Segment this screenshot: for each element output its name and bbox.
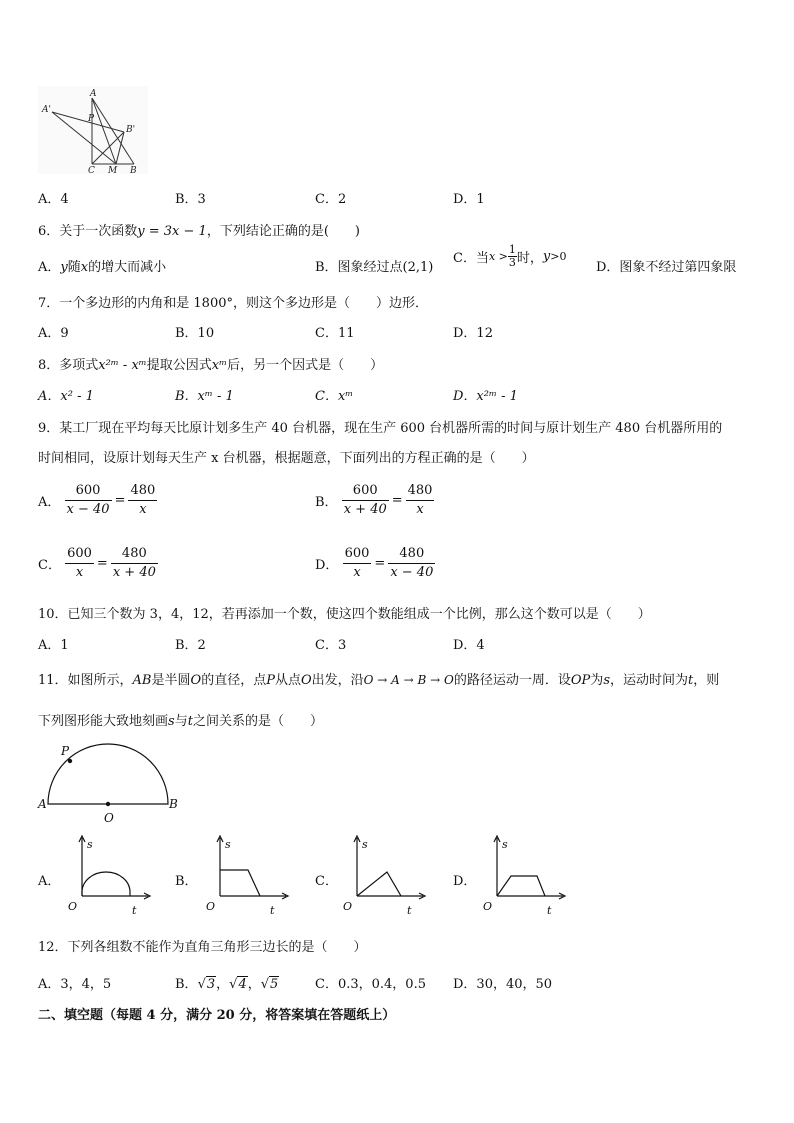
q5-figure xyxy=(38,86,148,174)
axis-t-label: t xyxy=(407,904,412,917)
denominator: x xyxy=(75,565,84,580)
q9-b-fraction-right xyxy=(406,482,435,519)
axis-s-label: s xyxy=(225,838,231,851)
denominator: x xyxy=(139,502,147,517)
denominator: x xyxy=(416,502,424,517)
q11-text: 从点 xyxy=(274,673,301,688)
q11-math-P: P xyxy=(266,673,275,688)
axis-s-label: s xyxy=(87,838,93,851)
q5-option-c[interactable]: C．2 xyxy=(315,192,347,207)
q12-option-d[interactable]: D．30，40，50 xyxy=(453,977,553,992)
q9-d-label: D． xyxy=(315,558,339,573)
q9-c-fraction-left xyxy=(65,545,94,582)
fig5-label-C: C xyxy=(88,166,95,176)
q11-math-AB: AB xyxy=(132,673,152,688)
q11-math-t: t xyxy=(688,673,694,688)
denominator: x − 40 xyxy=(390,565,434,580)
q11-math-OP: OP xyxy=(570,673,591,688)
q11-math-s: s xyxy=(168,714,175,729)
q11-text: 之间关系的是（ ） xyxy=(192,714,323,729)
fig5-label-A1: A' xyxy=(42,105,51,115)
q11-text: 为 xyxy=(590,673,604,688)
q9-a-fraction-right xyxy=(128,482,157,519)
q6-c-tail: >0 xyxy=(550,250,567,263)
q8-factor: xᵐ xyxy=(211,358,228,373)
q7-option-b[interactable]: B．10 xyxy=(175,326,215,341)
q11-text: 的路径运动一周．设 xyxy=(453,673,571,688)
q6-option-a[interactable] xyxy=(38,256,166,275)
q9-stem-line1: 9．某工厂现在平均每天比原计划多生产 40 台机器，现在生产 600 台机器所需的时间与原计划生产 480 台机器所用的 xyxy=(38,421,723,436)
q7-option-a[interactable]: A．9 xyxy=(38,326,69,341)
q12-stem: 12．下列各组数不能作为直角三角形三边长的是（ ） xyxy=(38,940,367,955)
q9-stem-line2: 时间相同，设原计划每天生产 x 台机器，根据题意，下面列出的方程正确的是（ ） xyxy=(38,451,535,466)
q11-text: 11．如图所示， xyxy=(38,673,133,688)
q11-text: ，则 xyxy=(693,673,720,688)
numerator: 480 xyxy=(388,545,435,564)
q9-d-fraction-right xyxy=(388,545,435,582)
q12-b-sqrt-1 xyxy=(198,977,217,992)
q8-option-a[interactable]: A．x² - 1 xyxy=(38,389,94,404)
q7-option-d[interactable]: D．12 xyxy=(453,326,493,341)
q9-b-label: B． xyxy=(315,495,338,510)
q10-option-d[interactable]: D．4 xyxy=(453,638,485,653)
comma: ， xyxy=(247,977,261,992)
fig5-label-B1: B' xyxy=(126,125,136,135)
q8-stem xyxy=(38,354,383,373)
q12-b-sqrt-3 xyxy=(261,977,280,992)
q11-stem-line1 xyxy=(38,669,719,688)
q11-option-c-label[interactable]: C． xyxy=(315,874,338,889)
q11-text: 与 xyxy=(174,714,188,729)
q6-a-y: y xyxy=(60,260,68,275)
q9-c-fraction-right xyxy=(111,545,158,582)
fig5-label-M: M xyxy=(108,166,118,176)
q10-option-c[interactable]: C．3 xyxy=(315,638,347,653)
axis-s-label: s xyxy=(362,838,368,851)
radicand: 5 xyxy=(270,977,279,992)
q11-text: 的直径，点 xyxy=(201,673,267,688)
q10-option-b[interactable]: B．2 xyxy=(175,638,206,653)
q8-option-b[interactable]: B．xᵐ - 1 xyxy=(175,389,234,404)
q12-b-sqrt-2 xyxy=(229,977,248,992)
q12-option-c[interactable]: C．0.3，0.4，0.5 xyxy=(315,977,426,992)
axis-origin-label: O xyxy=(483,900,493,913)
q6-stem xyxy=(38,220,360,239)
axis-t-label: t xyxy=(547,904,552,917)
axis-origin-label: O xyxy=(206,900,216,913)
sqrt-sign: √ xyxy=(229,977,238,992)
q11-text: 出发，沿 xyxy=(311,673,364,688)
numerator: 600 xyxy=(65,545,94,564)
denominator: x xyxy=(353,565,361,580)
q11-graph-b[interactable] xyxy=(200,830,292,918)
q6-a-post: 的增大而减小 xyxy=(88,260,167,275)
q9-d-fraction-left xyxy=(343,545,372,582)
q11-option-d-label[interactable]: D． xyxy=(453,874,477,889)
q11-option-b-label[interactable]: B． xyxy=(175,874,198,889)
fig5-label-B: B xyxy=(130,166,137,176)
fig11-label-A: A xyxy=(38,797,47,811)
q9-b-fraction-left xyxy=(342,482,389,519)
q6-stem-prefix: 6．关于一次函数 xyxy=(38,224,138,239)
equals-sign: = xyxy=(96,556,108,571)
axis-t-label: t xyxy=(132,904,137,917)
denominator: x + 40 xyxy=(112,565,156,580)
q11-semicircle-figure xyxy=(36,740,186,824)
q6-a-label: A． xyxy=(38,260,61,275)
q6-c-post: 时， xyxy=(516,251,543,266)
q11-math-O: O xyxy=(190,673,202,688)
axis-t-label: t xyxy=(270,904,275,917)
fig11-label-B: B xyxy=(169,797,178,811)
q11-text: 是半圆 xyxy=(151,673,191,688)
denominator: x − 40 xyxy=(66,502,110,517)
q11-graph-c[interactable] xyxy=(337,830,429,918)
numerator: 480 xyxy=(406,482,435,501)
q6-a-x: x xyxy=(80,260,89,275)
q11-math-O: O xyxy=(300,673,312,688)
q8-stem-mid: 提取公因式 xyxy=(146,358,212,373)
equals-sign: = xyxy=(391,493,403,508)
q11-math-path: O → A → B → O xyxy=(363,673,454,687)
q6-function: y = 3x − 1 xyxy=(137,224,207,239)
q11-math-s: s xyxy=(603,673,610,688)
fig11-label-O: O xyxy=(104,811,114,825)
section-2-heading: 二、填空题（每题 4 分，满分 20 分，将答案填在答题纸上） xyxy=(38,1008,396,1023)
q6-c-label: C．当 xyxy=(453,251,489,266)
numerator: 600 xyxy=(65,482,112,501)
q6-stem-suffix: ，下列结论正确的是( ) xyxy=(206,224,360,239)
fig5-label-P: P xyxy=(88,114,95,124)
q7-option-c[interactable]: C．11 xyxy=(315,326,355,341)
fig5-label-A: A xyxy=(90,89,97,99)
q11-graph-a[interactable] xyxy=(62,830,154,918)
q11-text: 下列图形能大致地刻画 xyxy=(38,714,169,729)
q10-option-a[interactable]: A．1 xyxy=(38,638,69,653)
q9-a-label: A． xyxy=(38,495,61,510)
numerator: 480 xyxy=(111,545,158,564)
q11-stem-line2 xyxy=(38,710,323,729)
q9-option-b[interactable] xyxy=(315,482,434,519)
radicand: 3 xyxy=(206,977,216,992)
equals-sign: = xyxy=(374,556,386,571)
q11-text: ，运动时间为 xyxy=(609,673,688,688)
q6-c-denominator: 3 xyxy=(508,256,516,269)
q8-option-d[interactable]: D．x²ᵐ - 1 xyxy=(453,389,518,404)
equals-sign: = xyxy=(114,493,126,508)
q6-option-b[interactable]: B．图象经过点(2,1) xyxy=(315,260,434,275)
q11-math-t: t xyxy=(187,714,193,729)
q5-option-a[interactable]: A．4 xyxy=(38,192,69,207)
q11-option-a-label[interactable]: A． xyxy=(38,874,61,889)
q12-b-label: B． xyxy=(175,977,198,992)
q12-option-a[interactable]: A．3，4，5 xyxy=(38,977,112,992)
numerator: 600 xyxy=(343,545,372,564)
q12-option-b[interactable] xyxy=(175,973,279,992)
q5-option-d[interactable]: D．1 xyxy=(453,192,485,207)
denominator: x + 40 xyxy=(343,502,387,517)
q6-option-d[interactable]: D．图象不经过第四象限 xyxy=(596,260,737,275)
q9-option-c[interactable] xyxy=(38,545,158,582)
q8-stem-prefix: 8．多项式 xyxy=(38,358,99,373)
q8-option-c[interactable]: C．xᵐ xyxy=(315,389,354,404)
q6-c-y: y xyxy=(542,249,551,264)
sqrt-sign: √ xyxy=(260,977,270,992)
numerator: 480 xyxy=(128,482,157,501)
fig11-label-P: P xyxy=(61,744,70,758)
comma: ， xyxy=(216,977,230,992)
q9-option-d[interactable] xyxy=(315,545,435,582)
q6-c-numerator: 1 xyxy=(508,243,516,256)
q6-c-x: x > xyxy=(488,250,508,263)
q6-option-c[interactable] xyxy=(453,244,566,269)
radicand: 4 xyxy=(238,977,247,992)
q9-a-fraction-left xyxy=(65,482,112,519)
q7-stem: 7．一个多边形的内角和是 1800°，则这个多边形是（ ）边形． xyxy=(38,296,428,311)
q6-a-mid: 随 xyxy=(67,260,81,275)
q10-stem: 10．已知三个数为 3，4，12，若再添加一个数，使这四个数能组成一个比例，那么这个数可以是（ ） xyxy=(38,607,651,622)
q9-c-label: C． xyxy=(38,558,61,573)
q5-option-b[interactable]: B．3 xyxy=(175,192,206,207)
q8-stem-suffix: 后，另一个因式是（ ） xyxy=(227,358,384,373)
sqrt-sign: √ xyxy=(197,977,206,992)
q6-c-fraction xyxy=(508,244,517,269)
axis-origin-label: O xyxy=(343,900,353,913)
q9-option-a[interactable] xyxy=(38,482,157,519)
axis-s-label: s xyxy=(502,838,508,851)
numerator: 600 xyxy=(342,482,389,501)
q11-graph-d[interactable] xyxy=(477,830,569,918)
axis-origin-label: O xyxy=(68,900,78,913)
q8-expression: x²ᵐ - xᵐ xyxy=(98,358,147,373)
